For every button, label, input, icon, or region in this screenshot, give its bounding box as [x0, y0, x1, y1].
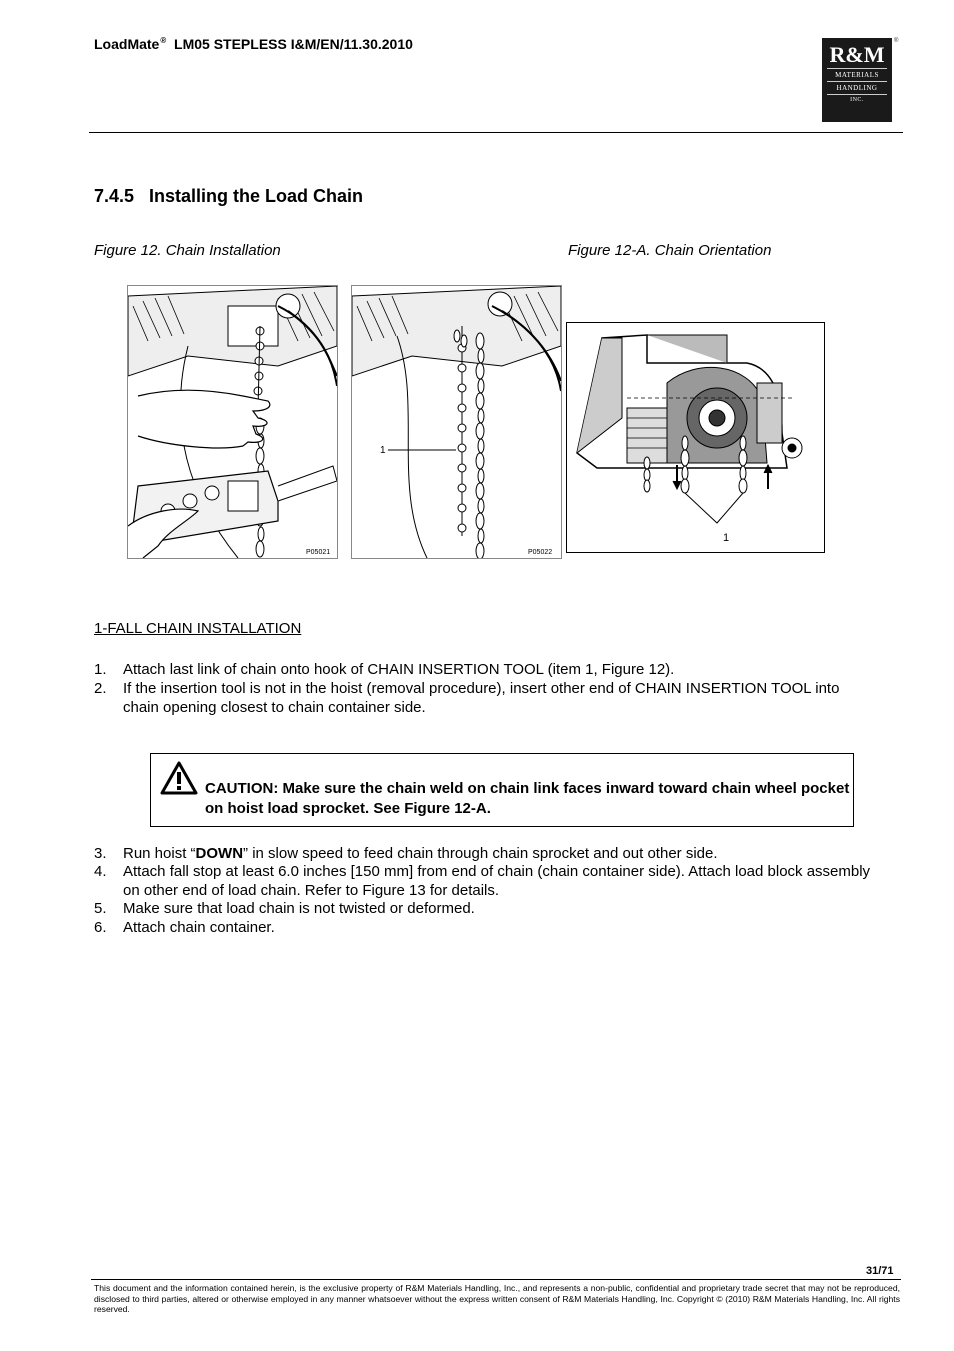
step-text: If the insertion tool is not in the hoist (removal procedure), insert other end of CHAIN INSERTION TOOL into chain opening closest to chain container side.	[123, 680, 840, 716]
figure-12a-caption: Figure 12-A. Chain Orientation	[568, 242, 772, 259]
figure-12-right-illustration	[351, 285, 562, 559]
chain-insertion-hand-drawing	[128, 286, 337, 558]
figure-12-left-illustration	[127, 285, 338, 559]
footer-divider	[91, 1279, 901, 1280]
figure-code-left: P05021	[306, 549, 331, 556]
figure-12-callout-1: 1	[380, 445, 386, 456]
step-text: Make sure that load chain is not twisted or deformed.	[123, 900, 475, 917]
logo-letters: R&M	[829, 42, 885, 67]
company-logo	[822, 38, 892, 122]
figure-12a-illustration	[566, 322, 825, 553]
footer-legal-text: This document and the information contained herein, is the exclusive property of R&M Materials Handling, Inc., and represents a non-public, confidential and proprietary trade secret that may not be reproduced, disclosed to third parties, altered or otherwise employed in any manner whatsoever without the express written consent of R&M Materials Handling, Inc. Copyright © (2010) R&M Materials Handling, Inc. All rights reserved.	[94, 1283, 900, 1314]
figure-12-caption: Figure 12. Chain Installation	[94, 242, 281, 259]
step-number: 5.	[94, 900, 107, 917]
step-text-bold: DOWN	[195, 845, 244, 862]
step-text: Attach last link of chain onto hook of CHAIN INSERTION TOOL (item 1, Figure 12).	[123, 661, 675, 678]
step-number: 1.	[94, 661, 107, 678]
brand-name: LoadMate	[94, 36, 160, 52]
header-divider	[89, 132, 903, 133]
logo-line-materials: MATERIALS	[827, 68, 887, 81]
logo-line-handling: HANDLING	[827, 81, 887, 94]
step-text-post: ” in slow speed to feed chain through chain sprocket and out other side.	[243, 845, 718, 862]
registered-mark: ®	[160, 36, 167, 46]
document-header-title	[94, 36, 413, 52]
page-number: 31/71	[866, 1265, 894, 1277]
chain-orientation-cross-section	[567, 323, 824, 552]
caution-box	[150, 753, 854, 827]
caution-text: CAUTION: Make sure the chain weld on chain link faces inward toward chain wheel pocket on hoist load sprocket. See Figure 12-A.	[205, 780, 850, 817]
step-number: 2.	[94, 680, 107, 697]
chain-insertion-tool-drawing	[352, 286, 561, 558]
step-number: 3.	[94, 845, 107, 862]
step-text: Attach chain container.	[123, 919, 275, 936]
step-text-pre: Run hoist “	[123, 845, 196, 862]
logo-registered-mark: ®	[894, 38, 899, 44]
step-number: 4.	[94, 863, 107, 880]
step-text	[123, 845, 873, 864]
subheading-1-fall: 1-FALL CHAIN INSTALLATION	[94, 620, 302, 637]
figure-code-right: P05022	[528, 549, 553, 556]
section-title: 7.4.5 Installing the Load Chain	[94, 186, 364, 206]
logo-line-inc: INC.	[827, 94, 887, 105]
warning-triangle-icon	[159, 760, 199, 796]
figure-12a-callout-1: 1	[723, 532, 730, 544]
step-number: 6.	[94, 919, 107, 936]
step-text: Attach fall stop at least 6.0 inches [150 mm] from end of chain (chain container side). Attach load block assembly on other end of load chain. Refer to Figure 13 for details.	[123, 863, 871, 899]
document-id: LM05 STEPLESS I&M/EN/11.30.2010	[174, 36, 413, 52]
